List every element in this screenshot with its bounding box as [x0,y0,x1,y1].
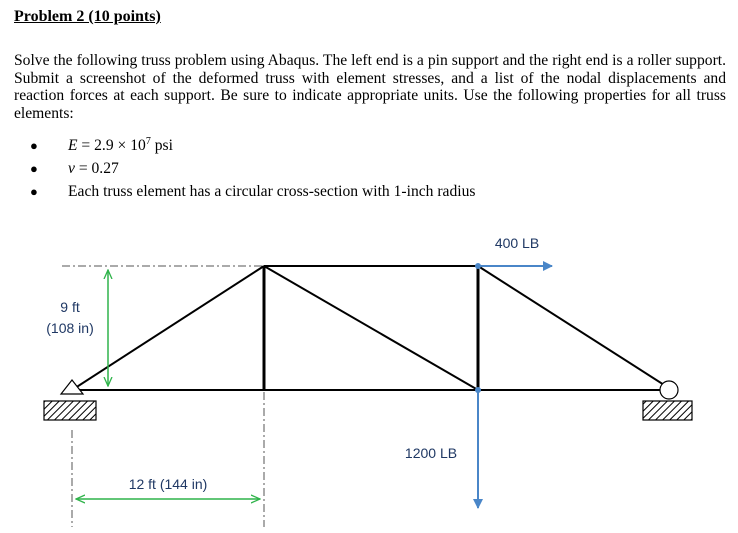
truss-members [72,266,672,390]
horizontal-load-label: 400 LB [494,235,540,251]
pin-support [44,380,96,420]
bullet-icon: ● [30,138,38,154]
poisson-value: = 0.27 [74,160,119,178]
property-youngs-modulus [14,130,475,157]
height-label-ft: 9 ft [60,299,80,315]
truss-diagram [0,220,738,533]
roller-support [643,381,692,420]
vertical-load-label: 1200 LB [404,445,458,461]
poisson-symbol: ν [68,160,75,178]
left-diagonal [72,266,264,390]
youngs-unit: psi [150,137,173,155]
bullet-icon: ● [30,161,38,177]
center-diagonal [264,266,478,390]
youngs-symbol: E [68,137,78,155]
problem-statement: Solve the following truss problem using Abaqus. The left end is a pin support and the right end is a roller support. Submit a screenshot of the deformed truss with element stresses, and a list of the nodal displacements and reaction forces at each support. Be sure to indicate appropriate units. Use the following properties for all truss elements: [14,52,726,122]
span-label: 12 ft (144 in) [128,476,208,492]
property-poisson [14,157,475,180]
properties-list [14,130,475,203]
problem-title: Problem 2 (10 points) [14,8,161,25]
cross-section-text: Each truss element has a circular cross-section with 1-inch radius [68,183,476,201]
property-cross-section [14,180,475,203]
youngs-value: = 2.9 × 10 [77,137,146,155]
bullet-icon: ● [30,184,38,200]
youngs-exponent: 7 [145,136,151,147]
height-label-in: (108 in) [46,320,94,336]
right-diagonal [478,266,672,390]
